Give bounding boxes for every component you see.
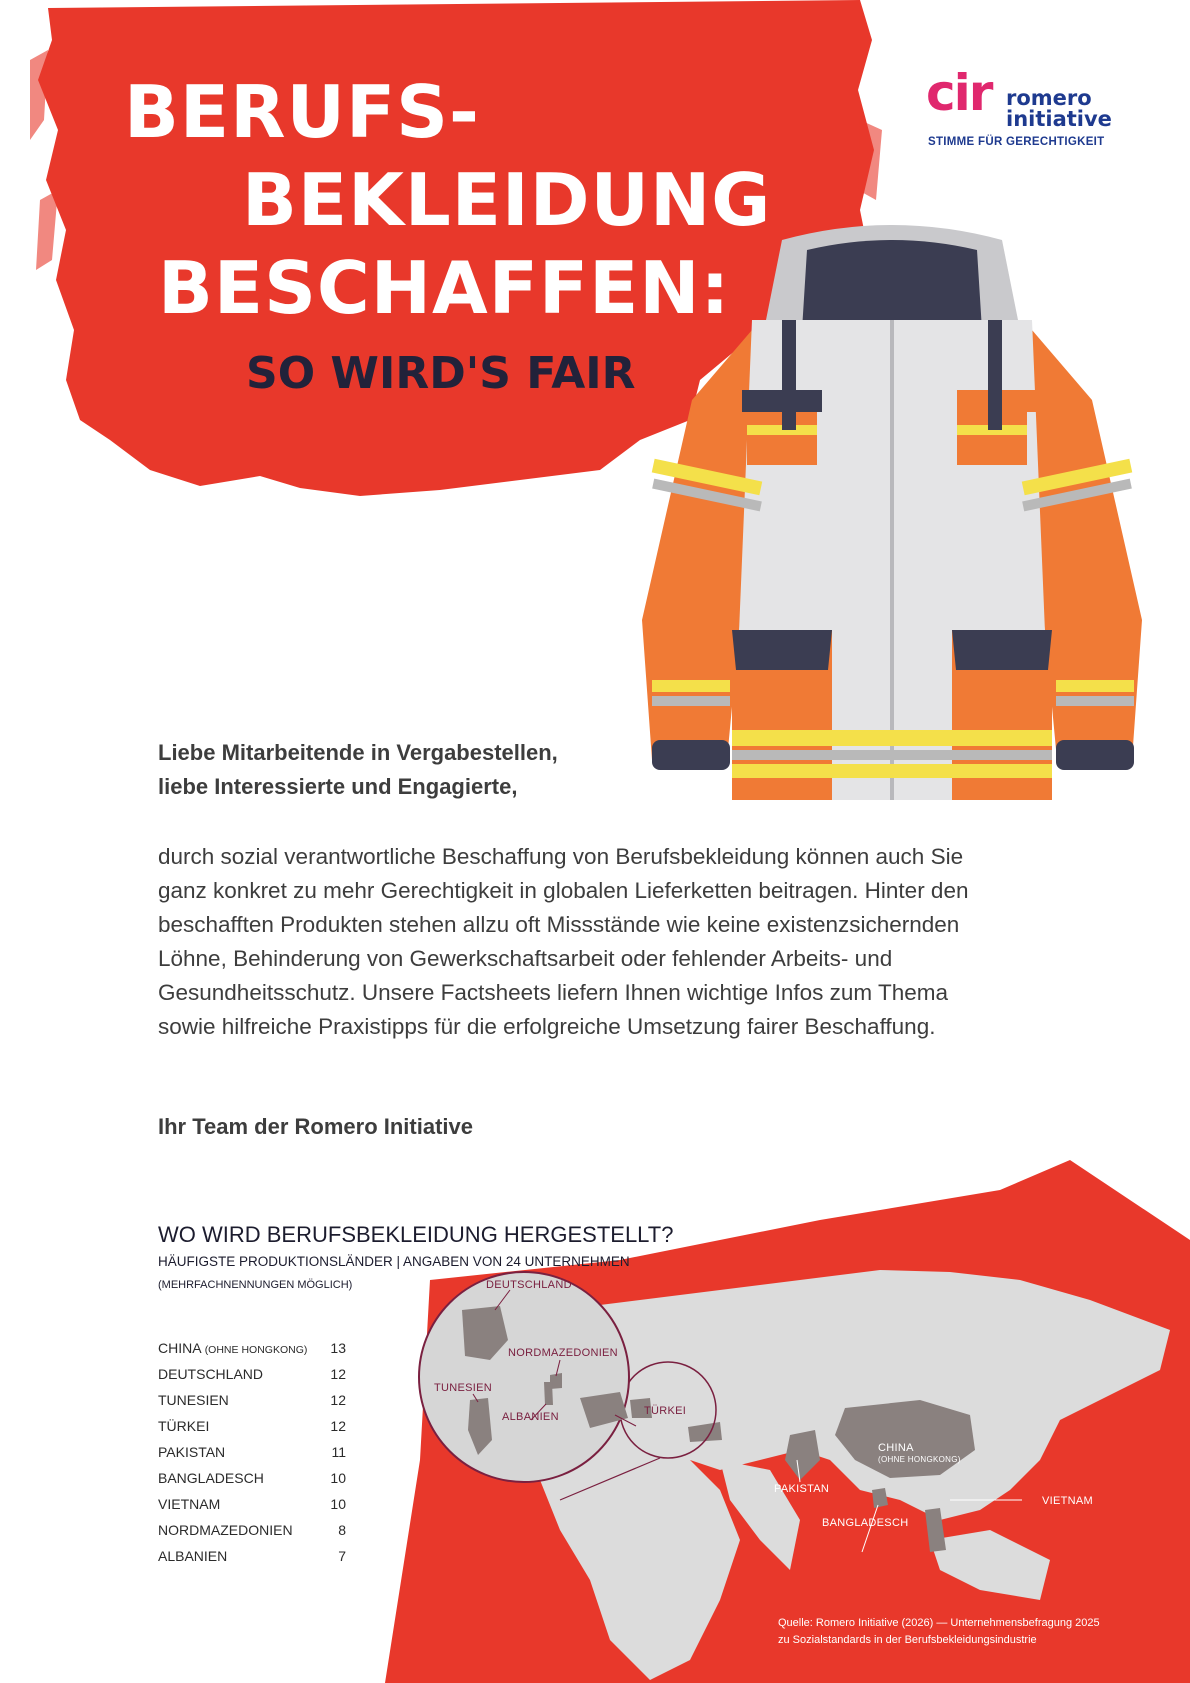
source-note [778,1615,1178,1649]
country-value: 12 [330,1392,346,1408]
country-value: 10 [330,1496,346,1512]
map-label-pakistan: PAKISTAN [774,1483,830,1495]
map-label-bangladesch: BANGLADESCH [822,1517,909,1529]
romero-initiative-logo [926,64,1116,158]
letter-body: durch sozial verantwortliche Beschaffung von Berufsbekleidung können auch Sie ganz konkret zu mehr Gerechtigkeit in globalen Lieferketten beitragen. Hinter den beschafften Produkten stehen allzu oft Missstände wie keine existenzsichernden Löhne, Behinderung von Gewerkschaftsarbeit oder fehlender Arbeits- und Gesundheitsschutz. Unsere Factsheets liefern Ihnen wichtige Infos zum Thema sowie hilfreiche Praxistipps für die erfolgreiche Umsetzung fairer Beschaffung. [158,844,969,1039]
logo-name [1006,88,1112,130]
country-value: 10 [330,1470,346,1486]
country-name: TUNESIEN [158,1392,229,1408]
country-qualifier: (OHNE HONGKONG) [204,1344,308,1356]
workwear-jacket-illustration [632,220,1152,820]
source-line-2: zu Sozialstandards in der Berufsbekleidungsindustrie [778,1634,1037,1646]
country-value: 13 [330,1340,346,1356]
title-line-1: BERUFS- [124,70,480,154]
title-line-3: BESCHAFFEN: [158,246,731,330]
list-item [158,1546,358,1572]
country-name: ALBANIEN [158,1548,228,1564]
country-value: 12 [330,1418,346,1434]
country-value: 12 [330,1366,346,1382]
country-name: VIETNAM [158,1496,221,1512]
country-name: CHINA [158,1340,201,1356]
chart-subtitle: HÄUFIGSTE PRODUKTIONSLÄNDER | ANGABEN VON 24 UNTERNEHMEN [158,1254,630,1269]
country-value: 11 [331,1444,346,1460]
logo-mark: cir [926,64,992,122]
chart-title: WO WIRD BERUFSBEKLEIDUNG HERGESTELLT? [158,1222,674,1247]
logo-tagline: STIMME FÜR GERECHTIGKEIT [928,136,1105,148]
map-label-tuerkei: TÜRKEI [644,1405,687,1417]
list-item [158,1520,358,1546]
chart-note: (MEHRFACHNENNUNGEN MÖGLICH) [158,1279,353,1291]
country-name: DEUTSCHLAND [158,1366,264,1382]
title-line-2: BEKLEIDUNG [242,158,772,242]
list-item [158,1338,358,1364]
country-list [158,1338,358,1572]
map-label-albanien: ALBANIEN [502,1411,559,1423]
greeting-line-2: liebe Interessierte und Engagierte, [158,774,518,799]
country-name: TÜRKEI [158,1418,210,1434]
country-value: 8 [338,1522,346,1538]
list-item [158,1494,358,1520]
country-name: PAKISTAN [158,1444,226,1460]
country-name: BANGLADESCH [158,1470,264,1486]
list-item [158,1416,358,1442]
page-subtitle: SO WIRD'S FAIR [246,348,636,399]
map-label-vietnam: VIETNAM [1042,1495,1093,1507]
map-label-china-sub: (OHNE HONGKONG) [878,1455,961,1464]
list-item [158,1442,358,1468]
map-label-tunesien: TUNESIEN [434,1382,493,1394]
list-item [158,1390,358,1416]
greeting-line-1: Liebe Mitarbeitende in Vergabestellen, [158,740,558,765]
albanien-shape [544,1382,553,1405]
country-name: NORDMAZEDONIEN [158,1522,293,1538]
list-item [158,1468,358,1494]
logo-name-line-1: romero [1006,86,1092,110]
logo-name-line-2: initiative [1006,107,1112,131]
map-label-china: CHINA [878,1442,914,1454]
source-line-1: Quelle: Romero Initiative (2026) — Unternehmensbefragung 2025 [778,1617,1100,1629]
map-label-nordmazedonien: NORDMAZEDONIEN [508,1347,618,1359]
country-value: 7 [338,1548,346,1564]
map-label-deutschland: DEUTSCHLAND [486,1279,572,1291]
letter-signature: Ihr Team der Romero Initiative [158,1114,474,1139]
list-item [158,1364,358,1390]
